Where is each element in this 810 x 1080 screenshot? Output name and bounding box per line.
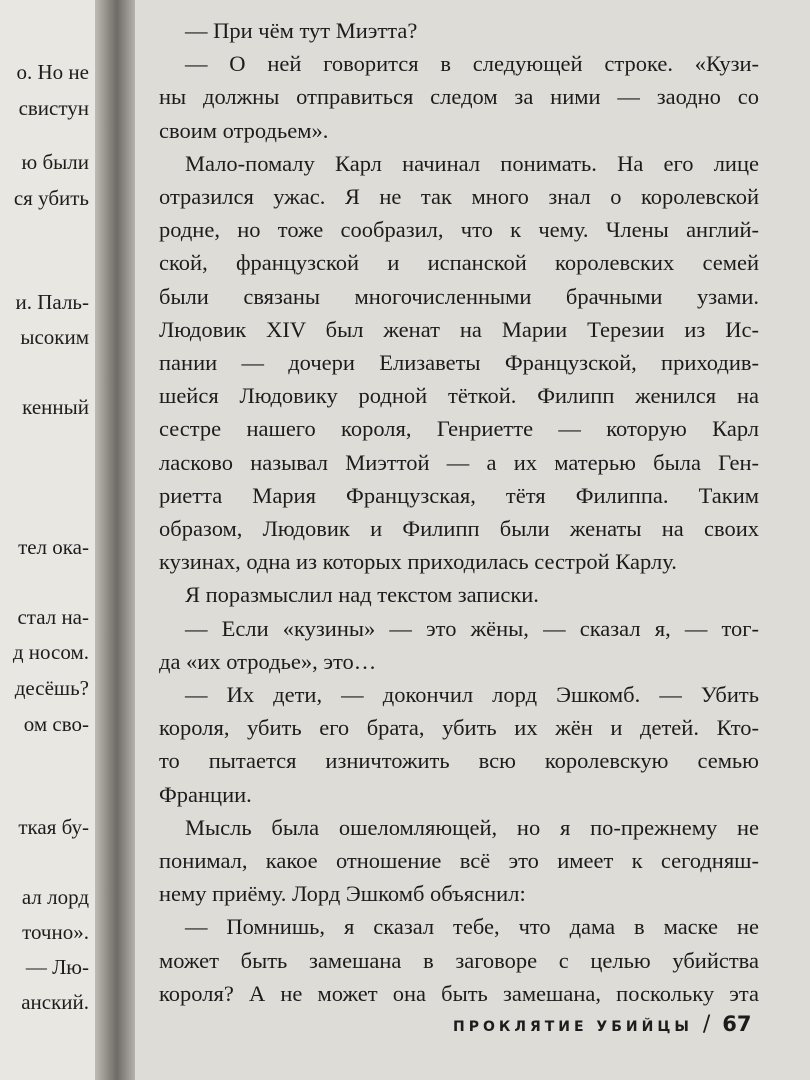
book-gutter: [95, 0, 135, 1080]
left-page-fragment: ысоким: [20, 325, 89, 349]
left-page-fragment: ю были: [21, 150, 89, 174]
left-page-fragment: ом сво-: [23, 712, 89, 736]
text-line: родне, но тоже сообразил, что к чему. Члены англий-: [159, 217, 759, 243]
left-page-fragment: точно».: [22, 920, 89, 944]
text-line: — При чём тут Миэтта?: [185, 18, 418, 43]
text-line: — Если «кузины» — это жёны, — сказал я, — тог-: [185, 615, 759, 641]
left-page-fragment: анский.: [21, 990, 89, 1014]
text-line: образом, Людовик и Филипп были женаты на своих: [159, 516, 759, 542]
footer-separator: /: [702, 1012, 711, 1037]
left-page-fragment: ся убить: [13, 186, 89, 210]
text-line: короля? А не может она быть замешана, поскольку эта: [159, 980, 759, 1006]
right-page: [135, 0, 810, 1080]
text-line: Я поразмыслил над текстом записки.: [185, 582, 539, 608]
text-line: шейся Людовику родной тёткой. Филипп женился на: [159, 383, 759, 409]
text-line: ласково называл Миэттой — а их матерью была Ген-: [159, 449, 759, 475]
text-line: то пытается изничтожить всю королевскую семью: [159, 748, 759, 774]
page-text: [159, 14, 759, 1010]
text-line: пании — дочери Елизаветы Французской, приходив-: [159, 350, 759, 376]
running-title: ПРОКЛЯТИЕ УБИЙЦЫ: [453, 1019, 693, 1035]
text-line: может быть замешана в заговоре с целью убийства: [159, 947, 759, 973]
text-line: — Их дети, — докончил лорд Эшкомб. — Убить: [185, 682, 759, 708]
left-page-fragment: кенный: [22, 395, 89, 419]
text-line: — О ней говорится в следующей строке. «Кузи-: [185, 51, 759, 77]
left-page-fragment: десёшь?: [14, 676, 89, 700]
text-line: были связаны многочисленными брачными узами.: [159, 283, 759, 309]
left-page-fragment: о. Но не: [16, 60, 89, 84]
text-line: Людовик XIV был женат на Марии Терезии из Ис-: [159, 316, 759, 342]
text-line: ской, французской и испанской королевских семей: [159, 250, 759, 276]
text-line: — Помнишь, я сказал тебе, что дама в маске не: [185, 914, 759, 940]
page-footer: [453, 1012, 751, 1037]
text-line: Мысль была ошеломляющей, но я по-прежнему не: [185, 814, 759, 840]
text-line: риетта Мария Французская, тётя Филиппа. Таким: [159, 482, 759, 508]
left-page-fragment: ткая бу-: [18, 815, 89, 839]
text-line: отразился ужас. Я не так много знал о королевской: [159, 184, 759, 210]
text-line: кузинах, одна из которых приходилась сестрой Карлу.: [159, 549, 677, 575]
left-page-fragment: д носом.: [12, 640, 89, 664]
left-page: [0, 0, 95, 1080]
left-page-fragment: и. Паль-: [15, 290, 89, 314]
text-line: Мало-помалу Карл начинал понимать. На его лице: [185, 150, 759, 176]
text-line: сестре нашего короля, Генриетте — которую Карл: [159, 416, 759, 442]
text-line: да «их отродье», это…: [159, 648, 377, 674]
left-page-fragment: тел ока-: [18, 535, 89, 559]
text-line: понимал, какое отношение всё это имеет к сегодняш-: [159, 848, 759, 874]
text-line: своим отродьем».: [159, 117, 329, 143]
left-page-fragment: свистун: [18, 96, 89, 120]
text-line: ны должны отправиться следом за ними — заодно со: [159, 84, 759, 110]
page-number: 67: [722, 1012, 752, 1036]
left-page-fragment: стал на-: [17, 605, 89, 629]
text-line: Франции.: [159, 781, 252, 807]
text-line: короля, убить его брата, убить их жён и детей. Кто-: [159, 715, 759, 741]
left-page-fragment: ал лорд: [21, 885, 89, 909]
left-page-fragment: — Лю-: [25, 955, 89, 979]
text-line: нему приёму. Лорд Эшкомб объяснил:: [159, 881, 526, 907]
